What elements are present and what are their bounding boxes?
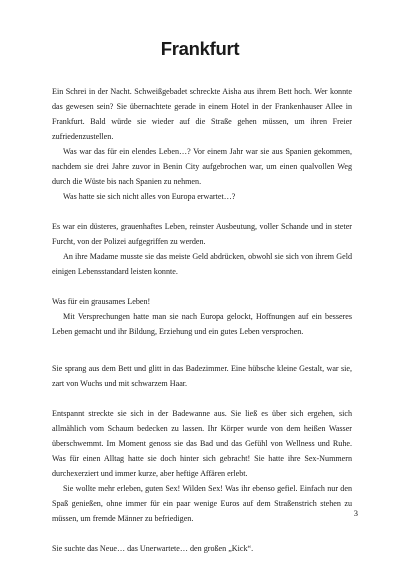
paragraph: An ihre Madame musste sie das meiste Geld abdrücken, obwohl sie sich von ihrem Geld einigen Lebensstandard leisten konnte. (52, 252, 352, 276)
paragraph: Es war ein düsteres, grauenhaftes Leben, reinster Ausbeutung, voller Schande und in steter Furcht, von der Polizei aufgegriffen zu werden. (52, 222, 352, 246)
paragraph: Sie sprang aus dem Bett und glitt in das Badezimmer. Eine hübsche kleine Gestalt, war sie, zart von Wuchs und mit schwarzem Haar. (52, 364, 352, 388)
paragraph: Was war das für ein elendes Leben…? Vor einem Jahr war sie aus Spanien gekommen, nachdem sie drei Jahre zuvor in Benin City aufgebrochen war, um einen qualvollen Weg durch die Wüste bis nach Spanien zu nehmen. (52, 147, 352, 186)
paragraph: Sie suchte das Neue… das Unerwartete… den großen „Kick“. (52, 544, 254, 553)
chapter-body (52, 84, 352, 556)
section-gap (52, 391, 352, 406)
paragraph: Was hatte sie sich nicht alles von Europa erwartet…? (63, 192, 236, 201)
section-gap (52, 526, 352, 541)
chapter-title: Frankfurt (160, 38, 240, 59)
paragraph: Mit Versprechungen hatte man sie nach Europa gelockt, Hoffnungen auf ein besseres Leben gemacht und ihr Bildung, Erziehung und ein gutes Leben versprochen. (52, 312, 352, 336)
paragraph: Sie wollte mehr erleben, guten Sex! Wilden Sex! Was ihr ebenso gefiel. Einfach nur den Spaß genießen, ohne immer für ein paar wenige Euros auf dem Straßenstrich stehen zu müssen, um fremde Männer zu befriedigen. (52, 484, 352, 523)
section-gap (52, 339, 352, 361)
paragraph: Entspannt streckte sie sich in der Badewanne aus. Sie ließ es über sich ergehen, sich allmählich vom Schaum bedecken zu lassen. Ihr Körper wurde von dem heißen Wasser überschwemmt. Im Moment genoss sie das Bad und das Gefühl von Wellness und Ruhe. Was für einen Alltag hatte sie doch hinter sich gebracht! Sie hatte ihre Sex-Nummern durchexerziert und immer kurze, aber heftige Affären erlebt. (52, 409, 352, 478)
paragraph: Was für ein grausames Leben! (52, 297, 151, 306)
section-gap (52, 204, 352, 219)
page-number: 3 (353, 508, 358, 518)
section-gap (52, 279, 352, 294)
paragraph: Ein Schrei in der Nacht. Schweißgebadet schreckte Aisha aus ihrem Bett hoch. Wer konnte das gewesen sein? Sie übernachtete gerade in einem Hotel in der Frankenhauser Allee in Frankfurt. Bald würde sie wieder auf die Straße gehen müssen, um ihren Freier zufriedenzustellen. (52, 87, 352, 141)
